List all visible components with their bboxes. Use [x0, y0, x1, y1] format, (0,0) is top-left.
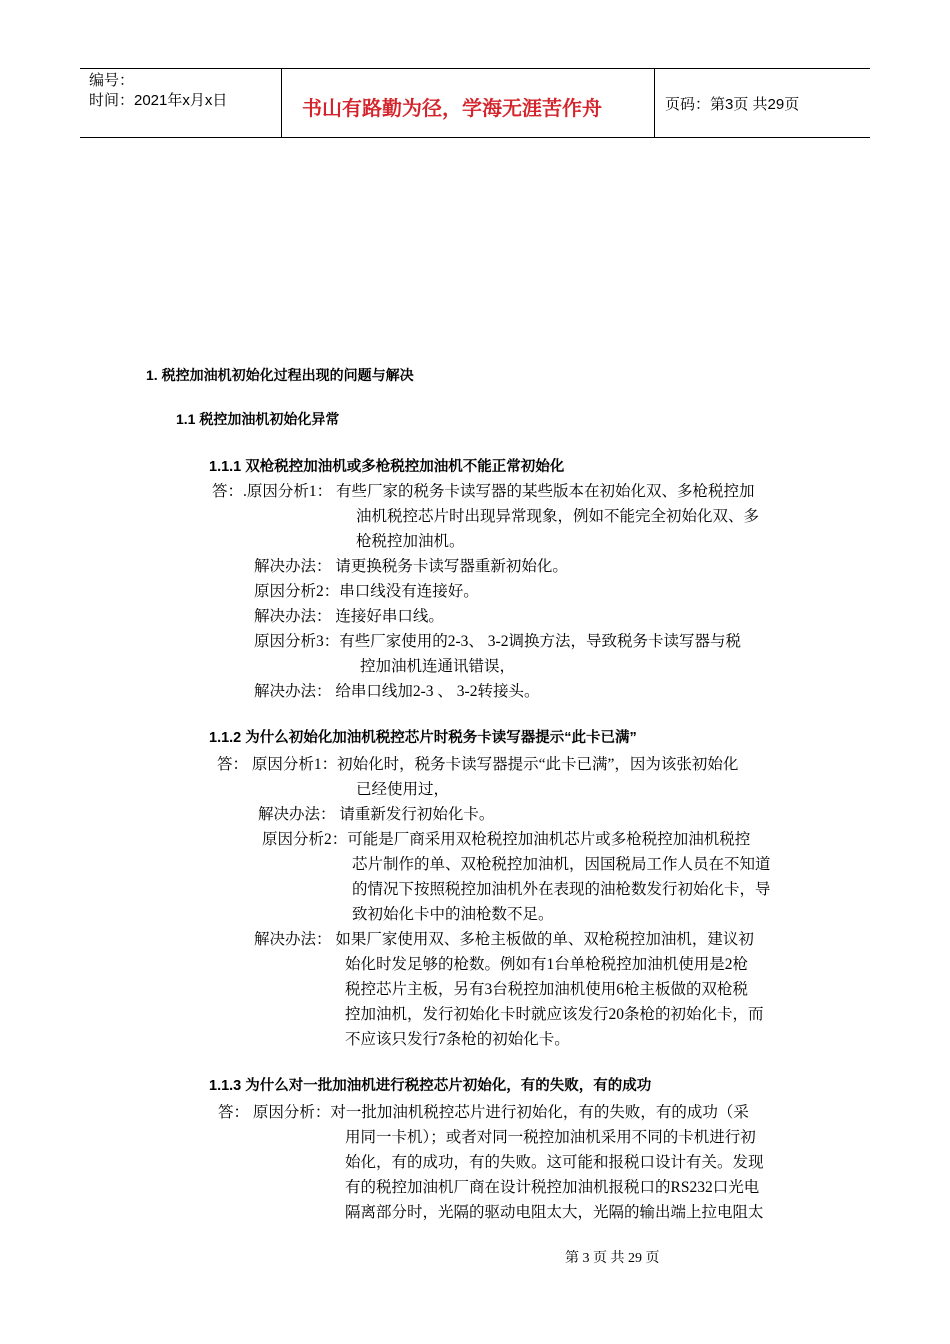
answer-line: 解决办法： 给串口线加2-3 、 3-2转接头。	[254, 683, 540, 700]
header-table	[80, 68, 870, 138]
answer-line: 始化时发足够的枪数。例如有1台单枪税控加油机使用是2枪	[345, 956, 749, 973]
answer-line: 税控芯片主板，另有3台税控加油机使用6枪主板做的双枪税	[345, 981, 749, 998]
question-title: 1.1.1 双枪税控加油机或多枪税控加油机不能正常初始化	[209, 459, 565, 475]
answer-line: 致初始化卡中的油枪数不足。	[352, 906, 554, 923]
answer-line: 已经使用过，	[356, 781, 450, 798]
answer-line: 始化，有的成功，有的失败。这可能和报税口设计有关。发现	[345, 1154, 764, 1171]
answer-line: 隔离部分时，光隔的驱动电阻太大，光隔的输出端上拉电阻太	[345, 1204, 764, 1221]
answer-line: 解决办法： 请更换税务卡读写器重新初始化。	[254, 558, 568, 575]
answer-line: 控加油机连通讯错误，	[360, 658, 516, 675]
document-time-label: 时间：2021年x月x日	[89, 92, 228, 109]
document-number-label: 编号：	[89, 72, 135, 89]
header-divider	[654, 69, 655, 137]
answer-line: 解决办法： 请重新发行初始化卡。	[258, 806, 495, 823]
header-page-info: 页码：第3页 共29页	[665, 96, 800, 113]
answer-line: 油机税控芯片时出现异常现象，例如不能完全初始化双、多	[356, 508, 760, 525]
answer-line: 不应该只发行7条枪的初始化卡。	[345, 1031, 570, 1048]
question-title: 1.1.2 为什么初始化加油机税控芯片时税务卡读写器提示“此卡已满”	[209, 730, 637, 746]
answer-line: 解决办法： 如果厂家使用双、多枪主板做的单、双枪税控加油机，建议初	[254, 931, 754, 948]
answer-line: 控加油机，发行初始化卡时就应该发行20条枪的初始化卡，而	[345, 1006, 764, 1023]
header-motto: 书山有路勤为径，学海无涯苦作舟	[302, 98, 602, 120]
answer-line: 答： 原因分析1：初始化时，税务卡读写器提示“此卡已满”，因为该张初始化	[217, 756, 739, 773]
answer-line: 枪税控加油机。	[356, 533, 465, 550]
subsection-title: 1.1 税控加油机初始化异常	[176, 411, 340, 427]
question-title: 1.1.3 为什么对一批加油机进行税控芯片初始化，有的失败，有的成功	[209, 1078, 652, 1094]
answer-line: 解决办法： 连接好串口线。	[254, 608, 444, 625]
answer-line: 用同一卡机）；或者对同一税控加油机采用不同的卡机进行初	[345, 1129, 756, 1146]
answer-line: 原因分析2：可能是厂商采用双枪税控加油机芯片或多枪税控加油机税控	[262, 831, 751, 848]
page-footer: 第 3 页 共 29 页	[565, 1251, 660, 1266]
answer-line: 答：.原因分析1： 有些厂家的税务卡读写器的某些版本在初始化双、多枪税控加	[212, 483, 755, 500]
answer-line: 原因分析2：串口线没有连接好。	[254, 583, 479, 600]
section-title: 1. 税控加油机初始化过程出现的问题与解决	[146, 367, 414, 383]
answer-line: 的情况下按照税控加油机外在表现的油枪数发行初始化卡，导	[352, 881, 771, 898]
answer-line: 芯片制作的单、双枪税控加油机，因国税局工作人员在不知道	[352, 856, 771, 873]
header-divider	[281, 69, 282, 137]
answer-line: 有的税控加油机厂商在设计税控加油机报税口的RS232口光电	[345, 1179, 760, 1196]
answer-line: 答： 原因分析：对一批加油机税控芯片进行初始化，有的失败，有的成功（采	[218, 1104, 749, 1121]
answer-line: 原因分析3：有些厂家使用的2-3、 3-2调换方法，导致税务卡读写器与税	[254, 633, 741, 650]
